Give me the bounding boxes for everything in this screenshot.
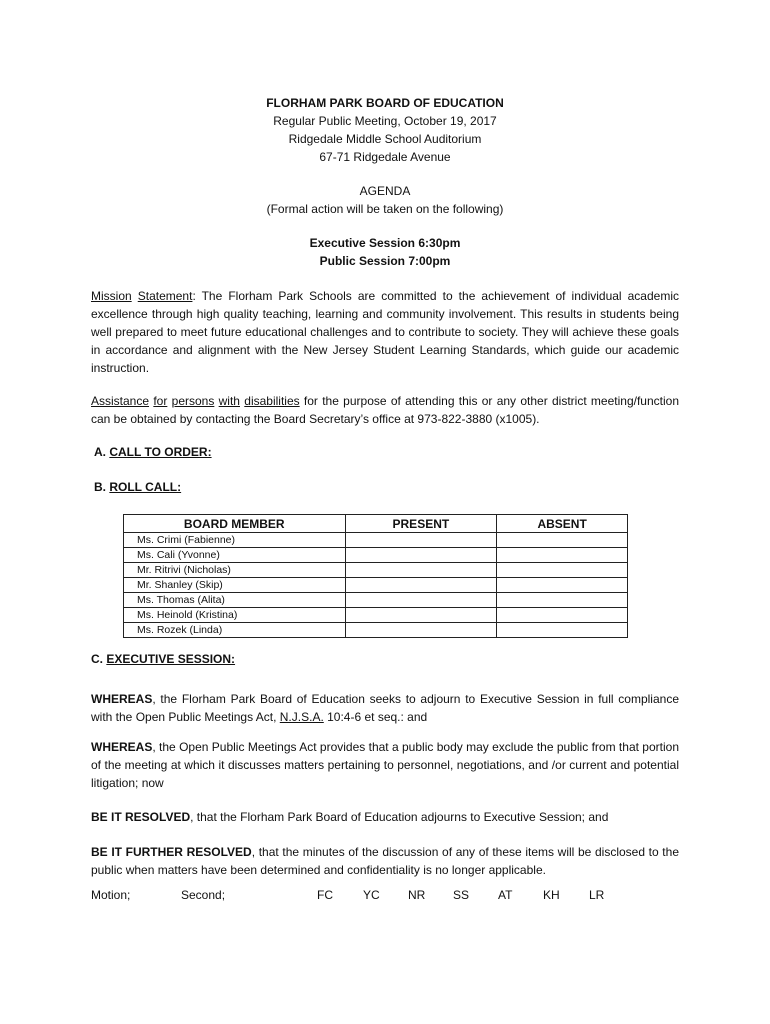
- present-cell: [345, 548, 497, 563]
- absent-cell: [497, 548, 628, 563]
- motion-label: Motion;: [91, 888, 131, 902]
- assistance-word: disabilities: [244, 394, 300, 408]
- absent-cell: [497, 578, 628, 593]
- mission-label-1: Mission: [91, 289, 132, 303]
- member-name: Ms. Thomas (Alita): [124, 593, 346, 608]
- section-prefix: B.: [94, 480, 110, 494]
- column-header: ABSENT: [497, 515, 628, 533]
- present-cell: [345, 608, 497, 623]
- absent-cell: [497, 608, 628, 623]
- absent-cell: [497, 563, 628, 578]
- absent-cell: [497, 623, 628, 638]
- section-prefix: C.: [91, 652, 107, 666]
- vote-initial: LR: [589, 888, 605, 902]
- table-row: [124, 593, 628, 608]
- further-resolved-keyword: BE IT FURTHER RESOLVED: [91, 845, 252, 859]
- resolved-paragraph: [91, 808, 679, 826]
- present-cell: [345, 533, 497, 548]
- member-name: Mr. Ritrivi (Nicholas): [124, 563, 346, 578]
- column-header: BOARD MEMBER: [124, 515, 346, 533]
- mission-label-2: Statement: [137, 289, 193, 303]
- present-cell: [345, 593, 497, 608]
- whereas-keyword: WHEREAS: [91, 740, 153, 754]
- table-row: [124, 608, 628, 623]
- member-name: Mr. Shanley (Skip): [124, 578, 346, 593]
- vote-initial: KH: [543, 888, 560, 902]
- address-line: 67-71 Ridgedale Avenue: [319, 150, 451, 164]
- vote-initial: FC: [317, 888, 333, 902]
- further-resolved-paragraph: [91, 843, 679, 879]
- org-title: FLORHAM PARK BOARD OF EDUCATION: [266, 96, 504, 110]
- section-b-heading: [94, 480, 181, 494]
- member-name: Ms. Crimi (Fabienne): [124, 533, 346, 548]
- second-label: Second;: [181, 888, 226, 902]
- agenda-title: AGENDA: [359, 184, 411, 198]
- absent-cell: [497, 533, 628, 548]
- meeting-line: Regular Public Meeting, October 19, 2017: [273, 114, 497, 128]
- table-header-row: [124, 515, 628, 533]
- resolved-keyword: BE IT RESOLVED: [91, 810, 191, 824]
- section-c-heading: [91, 652, 235, 666]
- member-name: Ms. Rozek (Linda): [124, 623, 346, 638]
- assistance-word: persons: [171, 394, 215, 408]
- assistance-text: for the purpose of attending this or any other district meeting/function can be obtained by contacting the Board Secretary’s office at 973-822-3880 (x1005).: [91, 394, 679, 426]
- table-row: [124, 623, 628, 638]
- member-name: Ms. Heinold (Kristina): [124, 608, 346, 623]
- venue-line: Ridgedale Middle School Auditorium: [288, 132, 482, 146]
- table-row: [124, 563, 628, 578]
- section-label: ROLL CALL:: [109, 480, 182, 494]
- assistance-word: for: [153, 394, 168, 408]
- absent-cell: [497, 593, 628, 608]
- vote-initial: AT: [498, 888, 513, 902]
- section-label: EXECUTIVE SESSION:: [106, 652, 236, 666]
- column-header: PRESENT: [345, 515, 497, 533]
- assistance-word: Assistance: [91, 394, 150, 408]
- table-row: [124, 533, 628, 548]
- table-row: [124, 548, 628, 563]
- whereas-paragraph-1: [91, 690, 679, 726]
- vote-initial: SS: [453, 888, 470, 902]
- present-cell: [345, 563, 497, 578]
- vote-initial: YC: [363, 888, 380, 902]
- whereas-text: , the Florham Park Board of Education seeks to adjourn to Executive Session in full compliance with the Open Public Meetings Act,: [91, 692, 679, 724]
- vote-line: [91, 888, 711, 906]
- table-row: [124, 578, 628, 593]
- assistance-notice: [91, 392, 679, 428]
- vote-initial: NR: [408, 888, 426, 902]
- section-a-heading: [94, 445, 212, 459]
- section-label: CALL TO ORDER:: [109, 445, 212, 459]
- whereas-paragraph-2: [91, 738, 679, 792]
- present-cell: [345, 623, 497, 638]
- document-header: [0, 94, 770, 270]
- resolved-text: , that the Florham Park Board of Education adjourns to Executive Session; and: [190, 810, 609, 824]
- whereas-keyword: WHEREAS: [91, 692, 153, 706]
- agenda-note: (Formal action will be taken on the following): [266, 202, 504, 216]
- further-resolved-text: , that the minutes of the discussion of any of these items will be disclosed to the public when matters have been determined and confidentiality is no longer applicable.: [91, 845, 679, 877]
- present-cell: [345, 578, 497, 593]
- member-name: Ms. Cali (Yvonne): [124, 548, 346, 563]
- exec-session-time: Executive Session 6:30pm: [309, 236, 461, 250]
- whereas-text-tail: 10:4-6 et seq.: and: [323, 710, 428, 724]
- section-prefix: A.: [94, 445, 110, 459]
- mission-statement: [91, 287, 679, 377]
- public-session-time: Public Session 7:00pm: [319, 254, 451, 268]
- mission-text: : The Florham Park Schools are committed to the achievement of individual academic excellence through high quality teaching, learning and community involvement. This results in students being well prepared to meet future educational challenges and to contribute to society. They will achieve these goals in accordance and alignment with the New Jersey Student Learning Standards, which guide our academic instruction.: [91, 289, 679, 375]
- whereas-text: , the Open Public Meetings Act provides that a public body may exclude the public from that portion of the meeting at which it discusses matters pertaining to personnel, negotiations, and /or current and potential litigation; now: [91, 740, 679, 790]
- assistance-word: with: [218, 394, 240, 408]
- statute-reference: N.J.S.A.: [279, 710, 324, 724]
- roll-call-table: [123, 514, 628, 638]
